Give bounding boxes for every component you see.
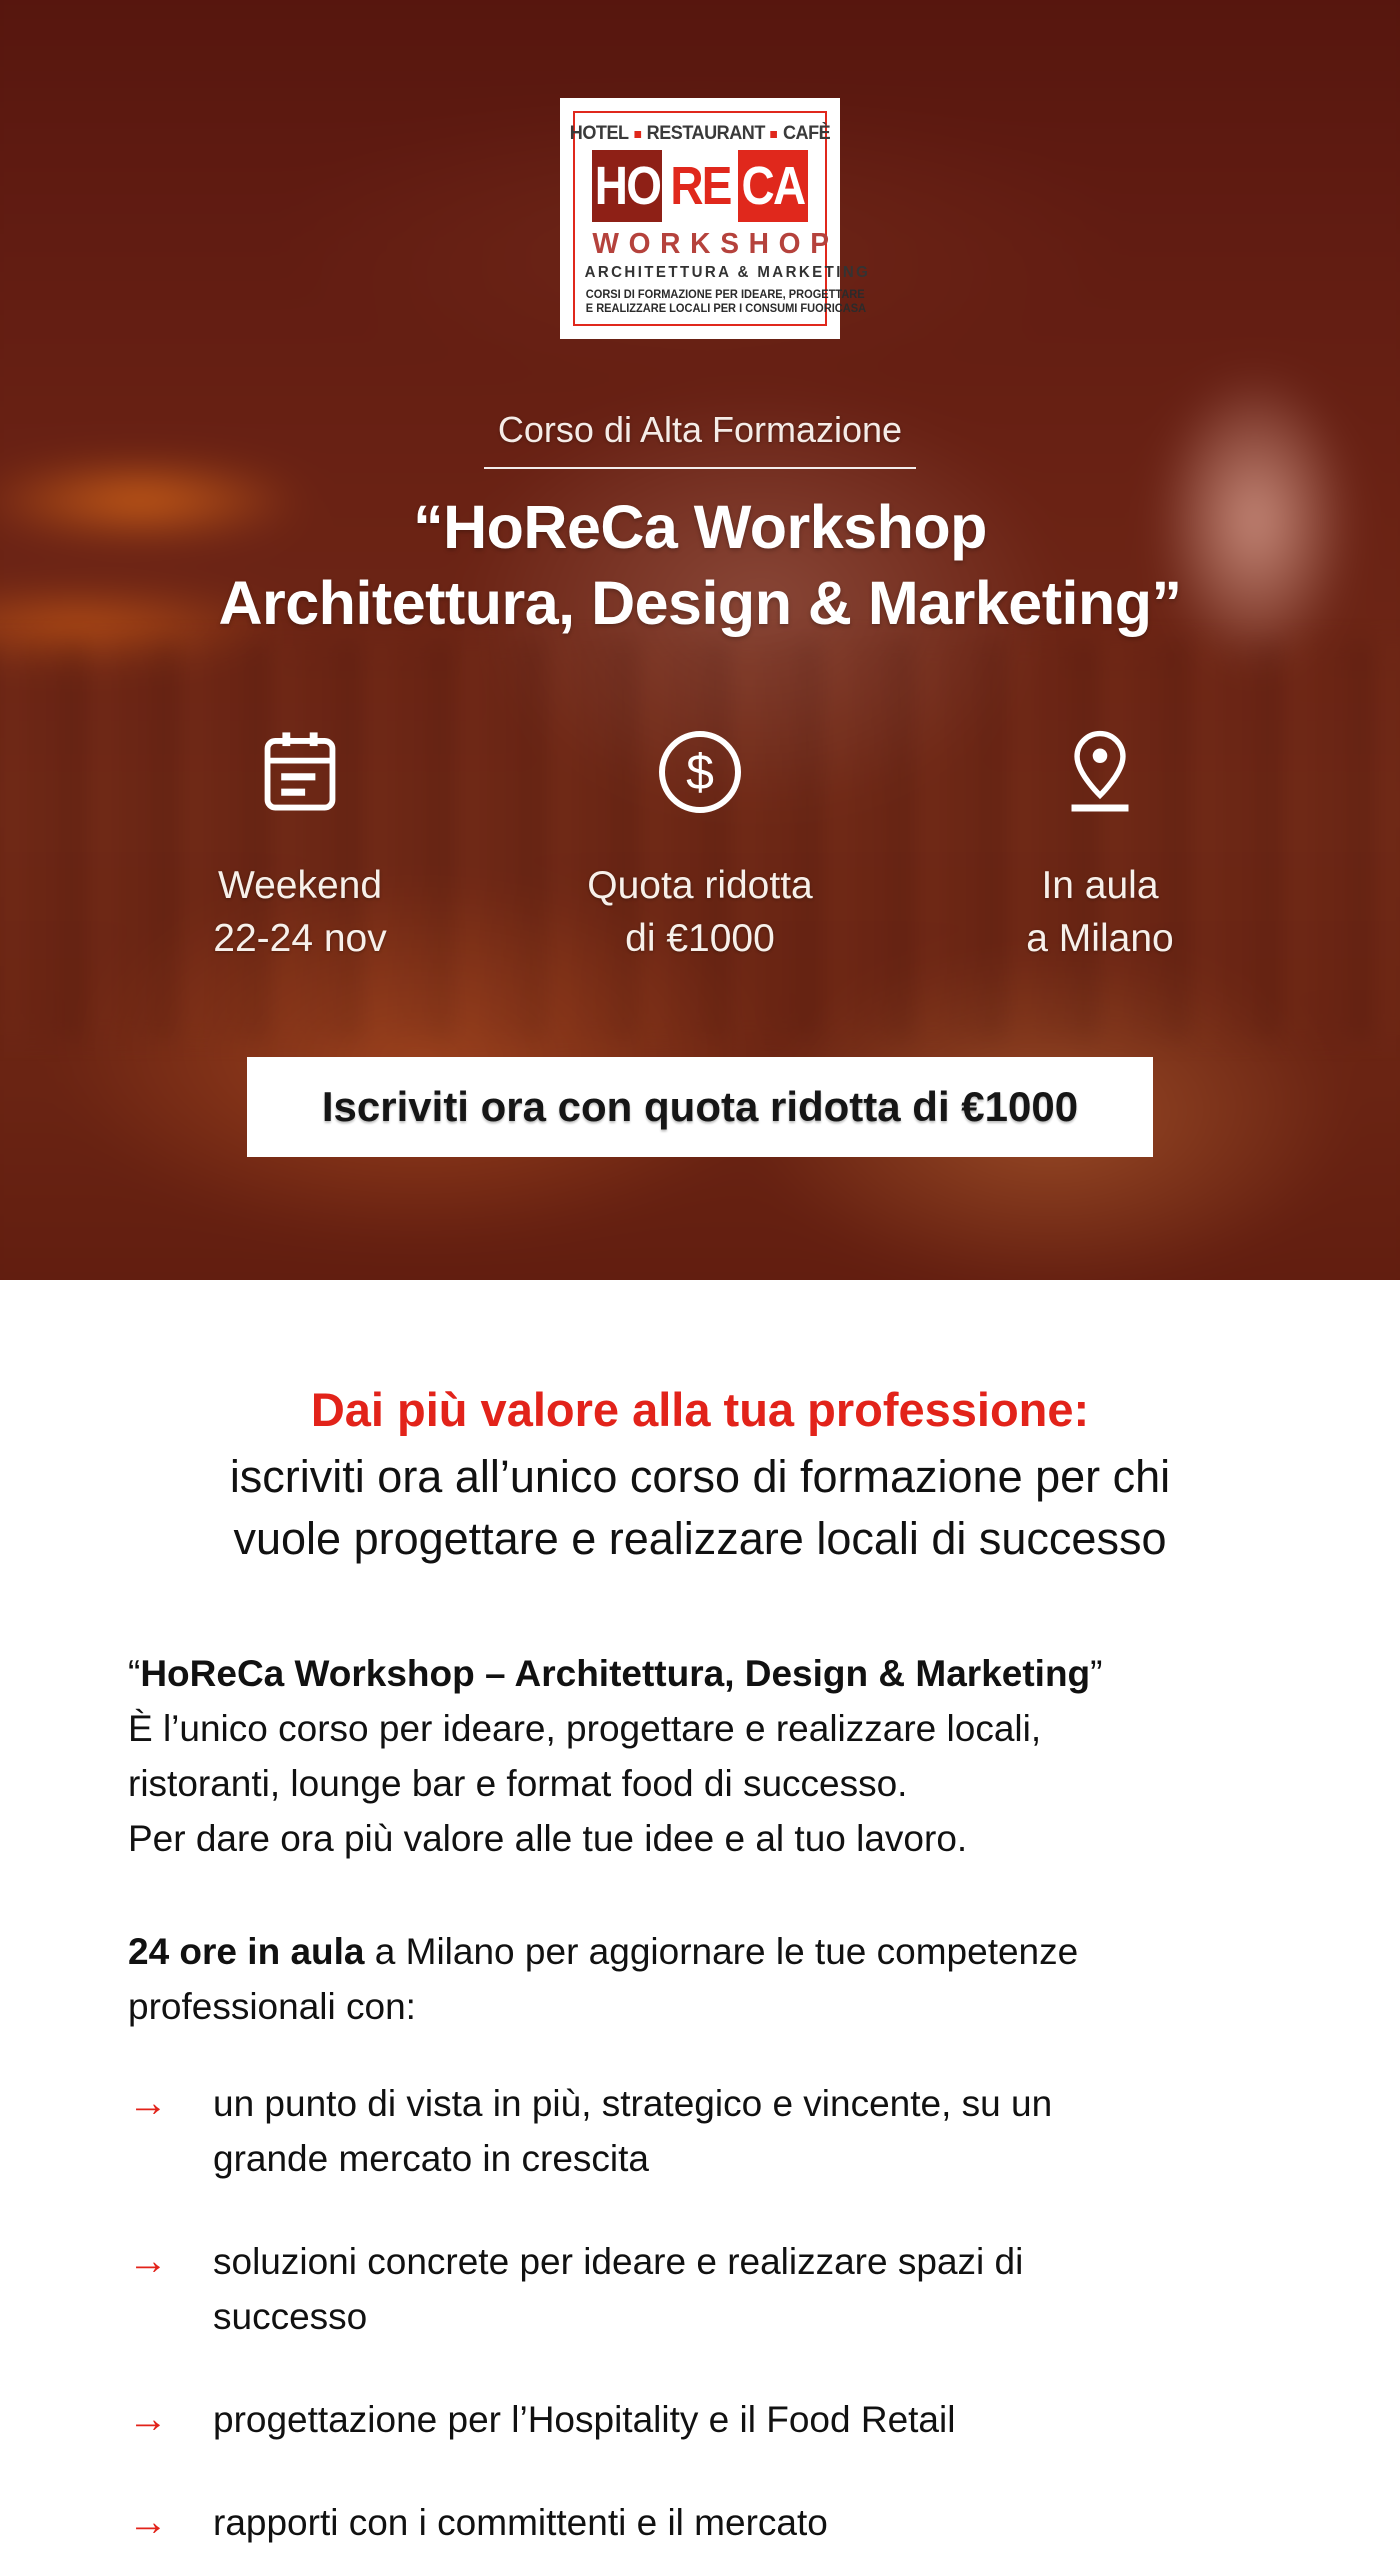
feature-price	[500, 727, 900, 965]
hours-paragraph	[128, 1924, 1288, 2034]
list-item	[128, 2495, 1288, 2550]
course-intro-line: Per dare ora più valore alle tue idee e al tuo lavoro.	[128, 1818, 968, 1859]
logo-inner-border	[569, 111, 871, 326]
red-square-separator	[634, 131, 641, 138]
logo-tagline	[585, 288, 867, 316]
list-item-text: progettazione per l’Hospitality e il Food Retail	[213, 2399, 956, 2440]
hero-section	[0, 0, 1400, 1280]
logo-tagline-line1: CORSI DI FORMAZIONE PER IDEARE, PROGETTARE	[585, 289, 865, 301]
course-intro-title-line: “HoReCa Workshop – Architettura, Design & Marketing”	[128, 1653, 1103, 1694]
feature-date-label: Weekend 22-24 nov	[213, 864, 387, 960]
red-square-separator	[771, 131, 778, 138]
list-item	[128, 2076, 1288, 2186]
course-intro-line: È l’unico corso per ideare, progettare e realizzare locali,	[128, 1708, 1042, 1749]
course-intro-line: ristoranti, lounge bar e format food di successo.	[128, 1763, 908, 1804]
course-title-line1: “HoReCa Workshop	[413, 493, 987, 561]
horeca-logo	[560, 98, 871, 339]
list-item-text: soluzioni concrete per ideare e realizzare spazi di successo	[213, 2241, 1024, 2337]
list-item-text: rapporti con i committenti e il mercato	[213, 2502, 828, 2543]
value-subheadline-line1: iscriviti ora all’unico corso di formazione per chi	[229, 1451, 1171, 1502]
calendar-icon	[259, 727, 341, 813]
course-title-line2: Architettura, Design & Marketing”	[218, 569, 1182, 637]
course-title	[0, 489, 1400, 641]
feature-location	[900, 727, 1300, 965]
logo-block-ca: CA	[738, 150, 808, 222]
logo-block-ho: HO	[592, 150, 662, 222]
logo-tagline-line2: E REALIZZARE LOCALI PER I CONSUMI FUORICASA	[585, 303, 867, 315]
arrow-bullet-icon: →	[128, 2239, 168, 2283]
logo-horeca-blocks	[581, 150, 819, 222]
logo-word-hotel: HOTEL	[569, 123, 629, 144]
dollar-glyph: $	[686, 744, 714, 800]
price-icon	[659, 727, 741, 813]
arrow-bullet-icon: →	[128, 2081, 168, 2125]
hours-line1: 24 ore in aula a Milano per aggiornare le tue competenze	[128, 1931, 1079, 1972]
logo-word-cafe: CAFÈ	[782, 123, 831, 144]
course-intro-paragraph	[128, 1646, 1288, 1866]
course-kicker: Corso di Alta Formazione	[484, 409, 916, 469]
hours-line2: professionali con:	[128, 1986, 416, 2027]
value-headline: Dai più valore alla tua professione:	[310, 1383, 1090, 1436]
logo-topline	[569, 123, 831, 145]
arrow-bullet-icon: →	[128, 2397, 168, 2441]
body-section	[0, 1280, 1400, 2550]
feature-location-label: In aula a Milano	[1026, 864, 1174, 960]
list-item	[128, 2392, 1288, 2447]
logo-word-restaurant: RESTAURANT	[646, 123, 765, 144]
feature-date	[100, 727, 500, 965]
value-subheadline	[0, 1446, 1400, 1570]
logo-workshop-word: WORKSHOP	[592, 228, 839, 260]
feature-price-label: Quota ridotta di €1000	[587, 864, 813, 960]
list-item-text: un punto di vista in più, strategico e vincente, su un grande mercato in crescita	[213, 2083, 1053, 2179]
cta-button[interactable]: Iscriviti ora con quota ridotta di €1000	[247, 1057, 1153, 1157]
feature-row	[100, 727, 1300, 965]
arrow-bullet-icon: →	[128, 2500, 168, 2544]
benefits-list	[128, 2076, 1288, 2550]
logo-subtitle: ARCHITETTURA & MARKETING	[584, 264, 871, 281]
list-item	[128, 2234, 1288, 2344]
value-subheadline-line2: vuole progettare e realizzare locali di successo	[233, 1513, 1167, 1564]
logo-block-re: RE	[665, 150, 735, 222]
location-icon	[1062, 727, 1138, 813]
